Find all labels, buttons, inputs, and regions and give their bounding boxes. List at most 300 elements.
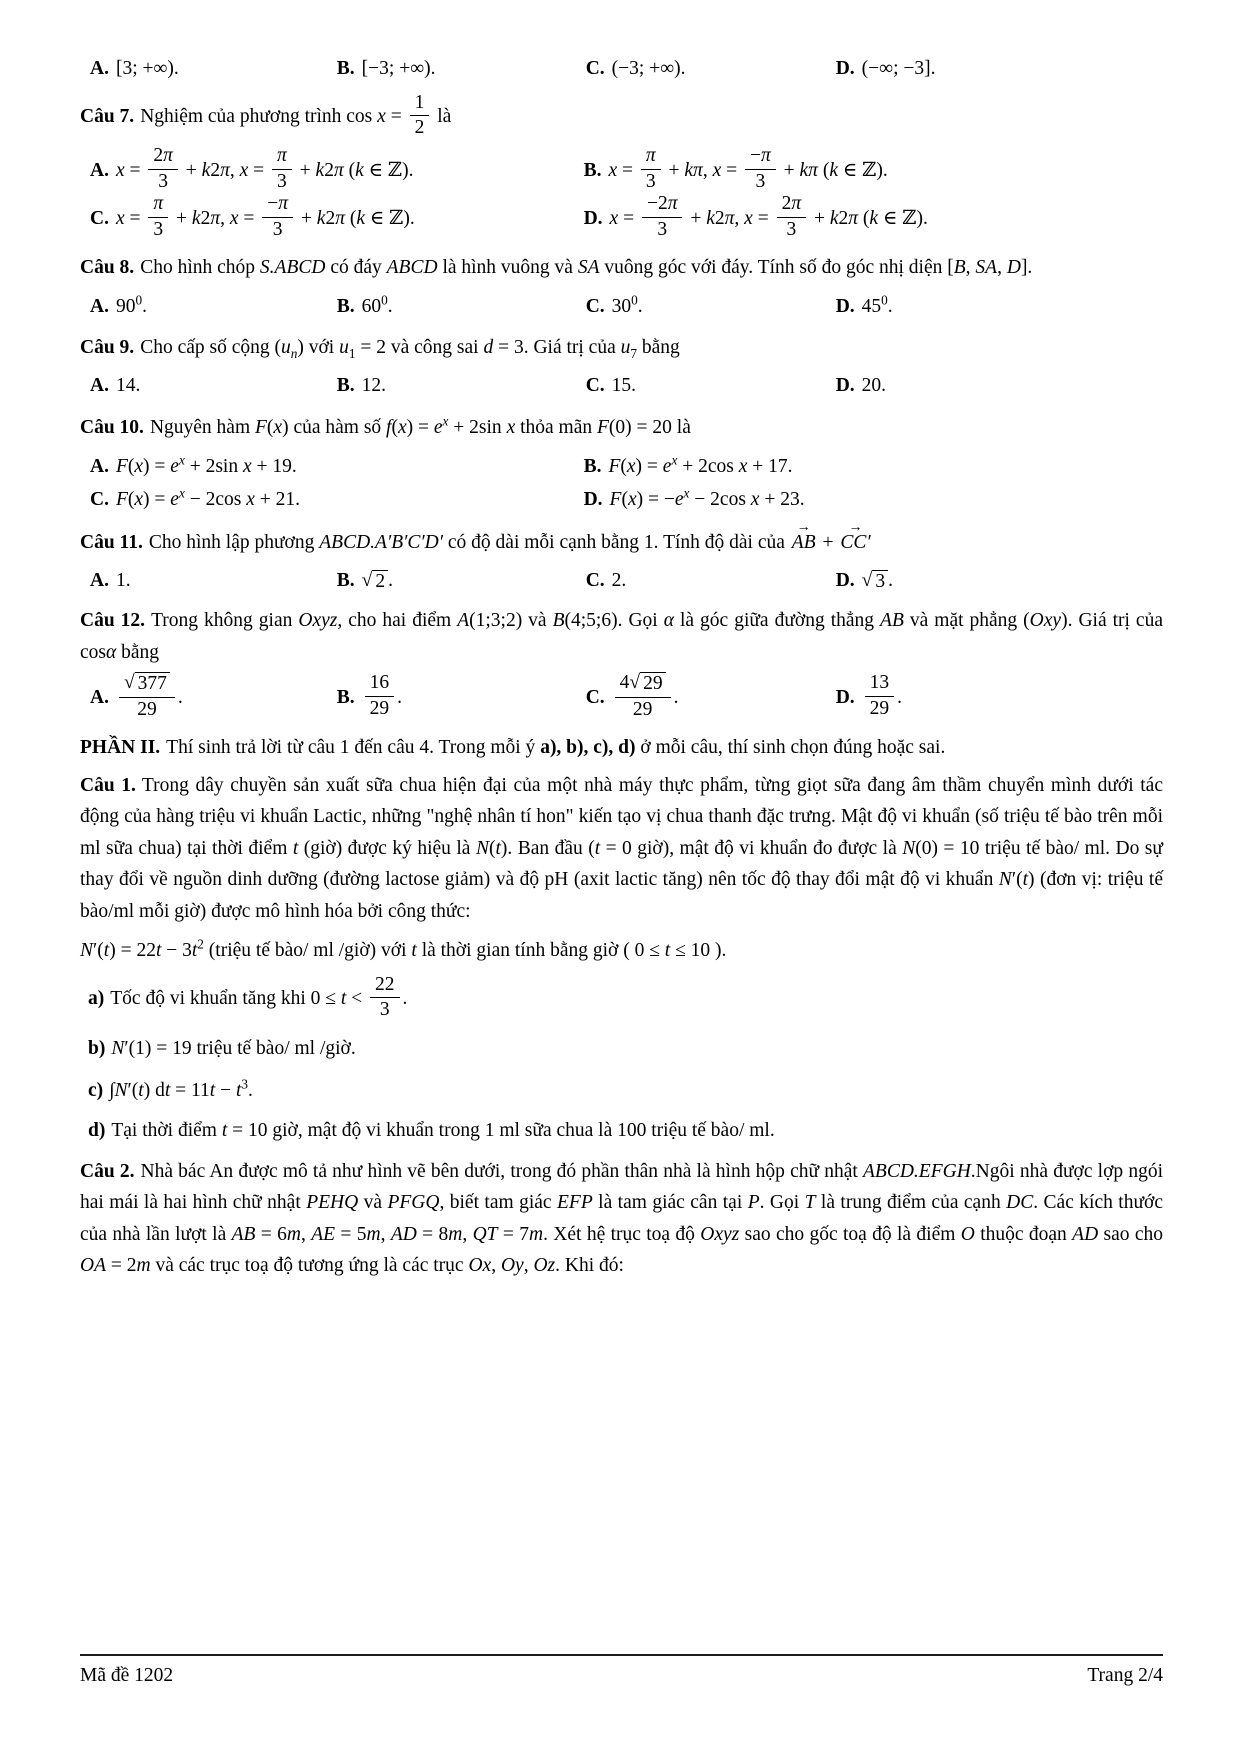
bold-text: a), b), c), d) bbox=[540, 737, 636, 759]
option-label: B. bbox=[336, 58, 355, 79]
math-variable: k bbox=[356, 207, 365, 229]
math-variable: t bbox=[209, 1079, 216, 1101]
numerator: 13 bbox=[865, 672, 895, 696]
page-number: Trang 2/4 bbox=[1087, 1665, 1163, 1686]
fraction bbox=[641, 145, 661, 193]
math-variable: x bbox=[178, 452, 185, 468]
math-variable: m bbox=[136, 1255, 151, 1277]
question-10 bbox=[80, 411, 1163, 444]
question-text: Tại thời điểm t = 10 giờ, mật độ vi khuẩn trong 1 ml sữa chua là 100 triệu tế bào/ ml. bbox=[111, 1120, 775, 1142]
option-B bbox=[337, 53, 586, 85]
math-variable: Ox bbox=[468, 1255, 492, 1277]
math-variable: k bbox=[315, 159, 325, 181]
math-variable: e bbox=[662, 456, 672, 478]
math-variable: N bbox=[998, 869, 1012, 891]
option-label: D. bbox=[583, 207, 603, 229]
math-variable: k bbox=[355, 159, 364, 181]
option-label: C. bbox=[585, 58, 605, 79]
math-variable: t bbox=[138, 1079, 144, 1101]
math-variable: π bbox=[153, 193, 164, 215]
math-variable: x bbox=[609, 207, 619, 229]
option-text: $F(x) = -e^x - 2\cos$ x + 23. bbox=[609, 485, 805, 511]
option-A bbox=[90, 674, 337, 723]
denominator: 2 bbox=[414, 117, 425, 138]
math-variable: F bbox=[115, 456, 128, 478]
radicand: 29 bbox=[640, 672, 666, 695]
math-variable: m bbox=[286, 1223, 301, 1245]
math-variable: t bbox=[164, 1079, 171, 1101]
radical-sign: √ bbox=[361, 569, 373, 591]
math-variable: t bbox=[495, 837, 501, 859]
radical-sign: √ bbox=[123, 672, 135, 694]
square-root bbox=[124, 672, 170, 695]
math-variable: x bbox=[273, 417, 283, 439]
math-variable: x bbox=[750, 489, 760, 511]
superscript: 3 bbox=[241, 1076, 248, 1092]
option-label: C. bbox=[585, 687, 605, 709]
math-variable: EFP bbox=[557, 1192, 593, 1214]
math-variable: π bbox=[163, 145, 173, 167]
question-label: Câu 9. bbox=[80, 336, 135, 358]
math-variable: AB bbox=[231, 1223, 256, 1245]
math-variable: x bbox=[134, 489, 144, 511]
math-variable: O bbox=[960, 1223, 975, 1245]
math-variable: d bbox=[483, 336, 494, 358]
option-label: D. bbox=[835, 375, 855, 397]
option-text: $F(x) = e^x + 2\cos$ x + 17. bbox=[608, 452, 793, 478]
numerator: −π bbox=[745, 145, 776, 169]
superscript bbox=[443, 414, 449, 429]
numerator bbox=[148, 193, 168, 217]
math-variable: kπ bbox=[684, 159, 703, 181]
question-label: Câu 10. bbox=[80, 417, 144, 439]
option-text: $F(x) = e^x - 2\cos$ x + 21. bbox=[115, 485, 300, 511]
part-2-header bbox=[80, 732, 1163, 764]
math-variable: x bbox=[239, 159, 249, 181]
question-label: PHẦN II. bbox=[80, 737, 161, 759]
math-variable: π bbox=[761, 145, 771, 167]
math-variable: x bbox=[442, 413, 449, 429]
math-variable: t bbox=[221, 1120, 228, 1142]
part2-question-2 bbox=[80, 1156, 1163, 1282]
math-variable: t bbox=[292, 837, 299, 859]
math-variable: m bbox=[528, 1223, 544, 1245]
math-variable: π bbox=[667, 193, 678, 215]
math-variable: u bbox=[339, 336, 349, 358]
question-text: Nghiệm của phương trình cos x = $\frac{1}{2}$ là bbox=[140, 91, 452, 138]
math-variable: π bbox=[848, 207, 859, 229]
option-text: [3; +∞). bbox=[115, 58, 179, 79]
question-6-answer-options bbox=[80, 53, 1163, 85]
option-D bbox=[836, 53, 1163, 85]
option-label: A. bbox=[90, 296, 109, 318]
vector-arrow bbox=[838, 527, 872, 559]
superscript: 0 bbox=[135, 292, 143, 308]
denominator: 3 bbox=[379, 999, 390, 1021]
question-text: $N'(t) = 22t - 3t^2$ (triệu tế bào/ ml /giờ) với t là thời gian tính bằng giờ ( 0 ≤ t ≤ 10 ). bbox=[80, 936, 727, 962]
fraction bbox=[119, 672, 175, 721]
math-variable: AB bbox=[880, 610, 904, 632]
option-C bbox=[586, 290, 836, 323]
option-text: 15. bbox=[611, 375, 637, 397]
denominator: 29 bbox=[369, 697, 390, 719]
option-label: B. bbox=[583, 456, 602, 478]
option-label: D. bbox=[835, 569, 855, 591]
math-variable: x bbox=[397, 417, 407, 439]
question-text: N′(1) = 19 triệu tế bào/ ml /giờ. bbox=[111, 1037, 356, 1059]
option-text: 20. bbox=[861, 375, 887, 397]
option-label: C. bbox=[90, 489, 109, 511]
option-A bbox=[90, 565, 337, 597]
fraction bbox=[615, 672, 671, 721]
question-11-answer-options bbox=[80, 565, 1163, 597]
math-variable: π bbox=[277, 145, 287, 167]
math-variable: u bbox=[620, 336, 631, 358]
part2-question-1 bbox=[80, 770, 1163, 928]
numerator: 16 bbox=[365, 672, 395, 696]
option-C bbox=[586, 565, 836, 597]
math-variable: t bbox=[191, 940, 198, 962]
option-C bbox=[586, 370, 836, 402]
math-variable: x bbox=[115, 159, 125, 181]
square-root bbox=[362, 570, 388, 593]
option-text: $30^0$. bbox=[611, 292, 643, 318]
math-variable: x bbox=[738, 456, 748, 478]
math-variable: ABCD.EFGH bbox=[863, 1160, 971, 1182]
math-variable: k bbox=[829, 159, 838, 181]
radical-sign: √ bbox=[861, 569, 873, 591]
numerator: 22 bbox=[370, 974, 400, 998]
math-variable: x bbox=[506, 417, 516, 439]
question-12-answer-options bbox=[80, 674, 1163, 723]
math-variable: x bbox=[229, 207, 239, 229]
fraction bbox=[410, 92, 430, 140]
question-7 bbox=[80, 91, 1163, 142]
option-label: A. bbox=[90, 58, 109, 79]
math-variable: ABCD bbox=[386, 257, 438, 279]
question-text: Cho hình chóp S.ABCD có đáy ABCD là hình vuông và SA vuông góc với đáy. Tính số đo góc nhị diện [B, SA, D]. bbox=[140, 257, 1033, 279]
math-variable: Oy bbox=[500, 1255, 524, 1277]
option-B bbox=[337, 370, 586, 402]
math-variable: x bbox=[671, 452, 678, 468]
math-variable: t bbox=[155, 940, 162, 962]
option-text: (−3; +∞). bbox=[611, 58, 686, 79]
option-D bbox=[836, 290, 1163, 323]
numerator: 4 √ 29 bbox=[615, 672, 671, 697]
question-9 bbox=[80, 332, 1163, 364]
math-variable: x bbox=[134, 456, 144, 478]
superscript: 0 bbox=[881, 292, 888, 308]
math-variable: x bbox=[627, 489, 637, 511]
math-variable: AB bbox=[791, 531, 816, 553]
numerator: 2π bbox=[148, 145, 178, 169]
option-label: B. bbox=[336, 296, 355, 318]
option-C bbox=[586, 53, 836, 85]
radicand: 377 bbox=[135, 672, 170, 695]
question-label: Câu 12. bbox=[80, 610, 146, 632]
numerator: −π bbox=[262, 193, 293, 217]
math-variable: kπ bbox=[799, 159, 818, 181]
option-text: 1. bbox=[115, 569, 131, 591]
subscript: 1 bbox=[348, 345, 356, 361]
math-variable: SA bbox=[577, 257, 600, 279]
math-variable: n bbox=[290, 345, 298, 361]
option-text: 4 √ 29 29 . bbox=[612, 687, 679, 708]
numerator bbox=[272, 145, 292, 169]
math-variable: SA bbox=[975, 257, 998, 279]
math-variable: π bbox=[791, 193, 802, 215]
question-label: Câu 7. bbox=[80, 105, 135, 127]
math-variable: x bbox=[242, 456, 252, 478]
question-label: a) bbox=[88, 988, 105, 1010]
statement-a bbox=[88, 973, 1163, 1024]
option-label: A. bbox=[90, 375, 109, 397]
statement-d bbox=[88, 1115, 1163, 1147]
math-variable: k bbox=[316, 207, 326, 229]
question-text: Cho cấp số cộng $(u_n)$ với $u_1 = 2$ và công sai d = 3. Giá trị của $u_7$ bằng bbox=[140, 336, 680, 361]
math-variable: x bbox=[115, 207, 125, 229]
math-variable: x bbox=[744, 207, 753, 229]
option-text: √ 377 29 . bbox=[116, 687, 183, 708]
denominator: 3 bbox=[277, 170, 287, 192]
option-text: $\frac{16}{29}$ . bbox=[362, 687, 402, 708]
math-variable: e bbox=[170, 489, 179, 511]
math-variable: AD bbox=[390, 1223, 417, 1245]
option-B bbox=[337, 565, 586, 597]
option-label: B. bbox=[336, 375, 355, 397]
math-variable: F bbox=[115, 489, 128, 511]
subscript bbox=[291, 346, 298, 361]
math-variable: π bbox=[278, 193, 289, 215]
fraction bbox=[148, 193, 168, 241]
question-label: Câu 11. bbox=[80, 531, 143, 553]
question-text: Cho hình lập phương ABCD.A′B′C′D′ có độ dài mỗi cạnh bằng 1. Tính độ dài của → AB + → CC′ bbox=[149, 532, 873, 553]
denominator: 3 bbox=[786, 218, 797, 240]
question-9-answer-options bbox=[80, 370, 1163, 402]
superscript bbox=[684, 486, 690, 501]
option-text: $60^0$. bbox=[361, 292, 393, 318]
option-label: B. bbox=[583, 159, 602, 181]
math-variable: π bbox=[724, 207, 735, 229]
option-text: x = $\frac{-2\pi}{3}$ + k2π, x = $\frac{2\pi}{3}$ + k2π (k ∈ ℤ). bbox=[609, 193, 928, 240]
math-variable: AD bbox=[1072, 1223, 1099, 1245]
denominator: 29 bbox=[869, 697, 890, 719]
math-variable: S.ABCD bbox=[259, 257, 326, 279]
math-variable: t bbox=[1022, 869, 1028, 891]
math-variable: B bbox=[552, 610, 565, 632]
math-variable: ABCD.A′B′C′D′ bbox=[319, 531, 444, 553]
option-text: (−∞; −3]. bbox=[861, 58, 936, 79]
math-variable: t bbox=[340, 988, 347, 1010]
option-A bbox=[90, 53, 337, 85]
option-D bbox=[584, 483, 1163, 516]
math-variable: u bbox=[281, 336, 291, 358]
option-label: C. bbox=[585, 375, 605, 397]
option-label: C. bbox=[585, 569, 605, 591]
math-variable: N bbox=[114, 1079, 128, 1101]
math-variable: x bbox=[712, 159, 722, 181]
option-label: D. bbox=[583, 489, 603, 511]
square-root bbox=[862, 570, 888, 593]
math-variable: CC′ bbox=[840, 531, 871, 553]
superscript bbox=[671, 453, 677, 468]
question-text: Nguyên hàm F(x) của hàm số $f(x) = e^x + 2\sin$ x thỏa mãn F(0) = 20 là bbox=[149, 413, 691, 439]
math-variable: π bbox=[333, 159, 344, 181]
fraction bbox=[745, 145, 776, 193]
math-variable: k bbox=[706, 207, 715, 229]
fraction bbox=[777, 193, 807, 241]
option-D bbox=[836, 370, 1163, 402]
math-variable: B bbox=[953, 257, 966, 279]
math-variable: D bbox=[1006, 257, 1021, 279]
option-text: [−3; +∞). bbox=[361, 58, 436, 79]
numerator bbox=[119, 672, 175, 697]
option-C bbox=[90, 483, 584, 516]
denominator: 3 bbox=[272, 218, 283, 240]
option-A bbox=[90, 370, 337, 402]
option-B bbox=[337, 290, 586, 323]
question-8 bbox=[80, 252, 1163, 284]
math-variable: DC bbox=[1006, 1192, 1034, 1214]
math-variable: F bbox=[597, 417, 609, 439]
option-A bbox=[90, 450, 584, 483]
option-text: $F(x) = e^x + 2\sin$ x + 19. bbox=[115, 452, 297, 478]
option-C bbox=[90, 195, 584, 243]
option-text: 2. bbox=[611, 569, 627, 591]
superscript: 0 bbox=[631, 292, 638, 308]
option-A bbox=[90, 147, 584, 195]
math-variable: Oxyz bbox=[700, 1223, 740, 1245]
question-text: Thí sinh trả lời từ câu 1 đến câu 4. Trong mỗi ý a), b), c), d) ở mỗi câu, thí sinh chọn đúng hoặc sai. bbox=[166, 737, 946, 759]
fraction bbox=[262, 193, 293, 241]
fraction bbox=[148, 145, 178, 193]
question-11 bbox=[80, 525, 1163, 559]
square-root bbox=[629, 672, 665, 695]
vector-arrow bbox=[790, 527, 818, 559]
question-text: Trong không gian Oxyz, cho hai điểm A(1;3;2) và B(4;5;6). Gọi α là góc giữa đường thẳng AB và mặt phẳng (Oxy). Giá trị của cosα bằng bbox=[80, 610, 1163, 663]
math-variable: π bbox=[210, 207, 221, 229]
math-variable: F bbox=[609, 489, 622, 511]
document-body bbox=[80, 50, 1163, 1288]
math-variable: t bbox=[103, 940, 110, 962]
page-footer bbox=[80, 1654, 1163, 1687]
math-variable: α bbox=[106, 641, 117, 663]
math-variable: e bbox=[674, 489, 684, 511]
question-label: Câu 8. bbox=[80, 257, 135, 279]
math-variable: N bbox=[111, 1037, 125, 1059]
option-label: A. bbox=[90, 569, 109, 591]
math-variable: N bbox=[80, 940, 94, 962]
statement-b bbox=[88, 1033, 1163, 1065]
superscript bbox=[179, 486, 185, 501]
math-variable: QT bbox=[472, 1223, 498, 1245]
math-variable: π bbox=[645, 145, 656, 167]
subscript: 7 bbox=[630, 345, 637, 361]
math-variable: k bbox=[829, 207, 839, 229]
option-text: x = $\frac{\pi}{3}$ + kπ, x = $\frac{-\pi}{3}$ + kπ (k ∈ ℤ). bbox=[608, 145, 888, 192]
math-variable: π bbox=[335, 207, 345, 229]
math-variable: AE bbox=[311, 1223, 336, 1245]
option-label: D. bbox=[835, 686, 855, 708]
option-text: √ 3 . bbox=[861, 569, 893, 592]
math-variable: k bbox=[201, 159, 211, 181]
question-label: d) bbox=[88, 1120, 106, 1142]
statement-c bbox=[88, 1073, 1163, 1106]
option-label: B. bbox=[336, 686, 355, 708]
question-text: Tốc độ vi khuẩn tăng khi 0 ≤ t < $\frac{22}{3}$ . bbox=[110, 973, 408, 1021]
denominator: 3 bbox=[645, 170, 656, 192]
math-variable: e bbox=[433, 417, 443, 439]
numerator: 2π bbox=[777, 193, 807, 217]
option-label: A. bbox=[90, 456, 109, 478]
math-variable: A bbox=[457, 610, 470, 632]
math-variable: OA bbox=[80, 1255, 106, 1277]
question-label: Câu 1. bbox=[80, 774, 136, 796]
question-12 bbox=[80, 605, 1163, 668]
math-variable: k bbox=[869, 207, 879, 229]
denominator: 3 bbox=[158, 170, 169, 192]
option-text: x = $\frac{2\pi}{3}$ + k2π, x = $\frac{\pi}{3}$ + k2π (k ∈ ℤ). bbox=[115, 145, 414, 192]
math-variable: t bbox=[235, 1079, 242, 1101]
math-variable: t bbox=[411, 940, 417, 962]
numerator bbox=[641, 145, 661, 169]
fraction bbox=[370, 974, 400, 1022]
option-label: B. bbox=[336, 569, 355, 591]
denominator: 3 bbox=[153, 218, 164, 240]
fraction bbox=[642, 193, 683, 241]
math-variable: PEHQ bbox=[306, 1192, 359, 1214]
question-label: b) bbox=[88, 1037, 106, 1059]
option-text: $\frac{13}{29}$ . bbox=[862, 687, 902, 708]
math-variable: Oxyz bbox=[298, 610, 338, 632]
option-text: x = $\frac{\pi}{3}$ + k2π, x = $\frac{-\pi}{3}$ + k2π (k ∈ ℤ). bbox=[115, 193, 415, 240]
option-D bbox=[584, 195, 1163, 243]
question-text: Trong dây chuyền sản xuất sữa chua hiện đại của một nhà máy thực phẩm, từng giọt sữa đang âm thầm chuyển mình dưới tác động của hàng triệu vi khuẩn Lactic, những "nghệ nhân tí hon" kiến tạo vị chua thanh đặc trưng. Mật độ vi khuẩn (số triệu tế bào trên mỗi ml sữa chua) tại thời điểm t (giờ) được ký hiệu là N(t). Ban đầu (t = 0 giờ), mật độ vi khuẩn đo được là N(0) = 10 triệu tế bào/ ml. Do sự thay đổi về nguồn dinh dưỡng (đường lactose giảm) và độ pH (axit lactic tăng) nên tốc độ thay đổi mật độ vi khuẩn N′(t) (đơn vị: triệu tế bào/ml mỗi giờ) được mô hình hóa bởi công thức: bbox=[80, 774, 1163, 922]
question-1-formula bbox=[80, 934, 1163, 967]
denominator: 3 bbox=[657, 218, 668, 240]
math-variable: x bbox=[683, 485, 690, 501]
question-label: Câu 2. bbox=[80, 1160, 135, 1182]
math-variable: m bbox=[366, 1223, 381, 1245]
fraction bbox=[272, 145, 292, 193]
option-B bbox=[584, 147, 1163, 195]
option-text: $45^0$. bbox=[861, 292, 893, 318]
option-D bbox=[836, 674, 1163, 723]
superscript: 2 bbox=[197, 936, 204, 952]
option-text: 12. bbox=[361, 375, 387, 397]
math-variable: N bbox=[902, 837, 916, 859]
numerator: −2π bbox=[642, 193, 683, 217]
question-7-answer-options bbox=[80, 147, 1163, 243]
math-variable: x bbox=[626, 456, 636, 478]
radicand: 3 bbox=[872, 570, 888, 593]
superscript bbox=[179, 453, 185, 468]
math-variable: F bbox=[255, 417, 267, 439]
option-label: C. bbox=[90, 207, 109, 229]
question-text: ∫N′(t) dt = $11t - t^3$. bbox=[109, 1076, 253, 1101]
math-variable: x bbox=[608, 159, 618, 181]
math-variable: α bbox=[663, 610, 674, 632]
math-variable: Oxy bbox=[1029, 610, 1062, 632]
radicand: 2 bbox=[372, 570, 388, 593]
fraction bbox=[865, 672, 895, 720]
math-variable: PFGQ bbox=[387, 1192, 440, 1214]
option-label: D. bbox=[835, 58, 855, 79]
question-8-answer-options bbox=[80, 290, 1163, 323]
math-variable: T bbox=[804, 1192, 816, 1214]
option-B bbox=[337, 674, 586, 723]
option-text: √ 2 . bbox=[361, 569, 393, 592]
